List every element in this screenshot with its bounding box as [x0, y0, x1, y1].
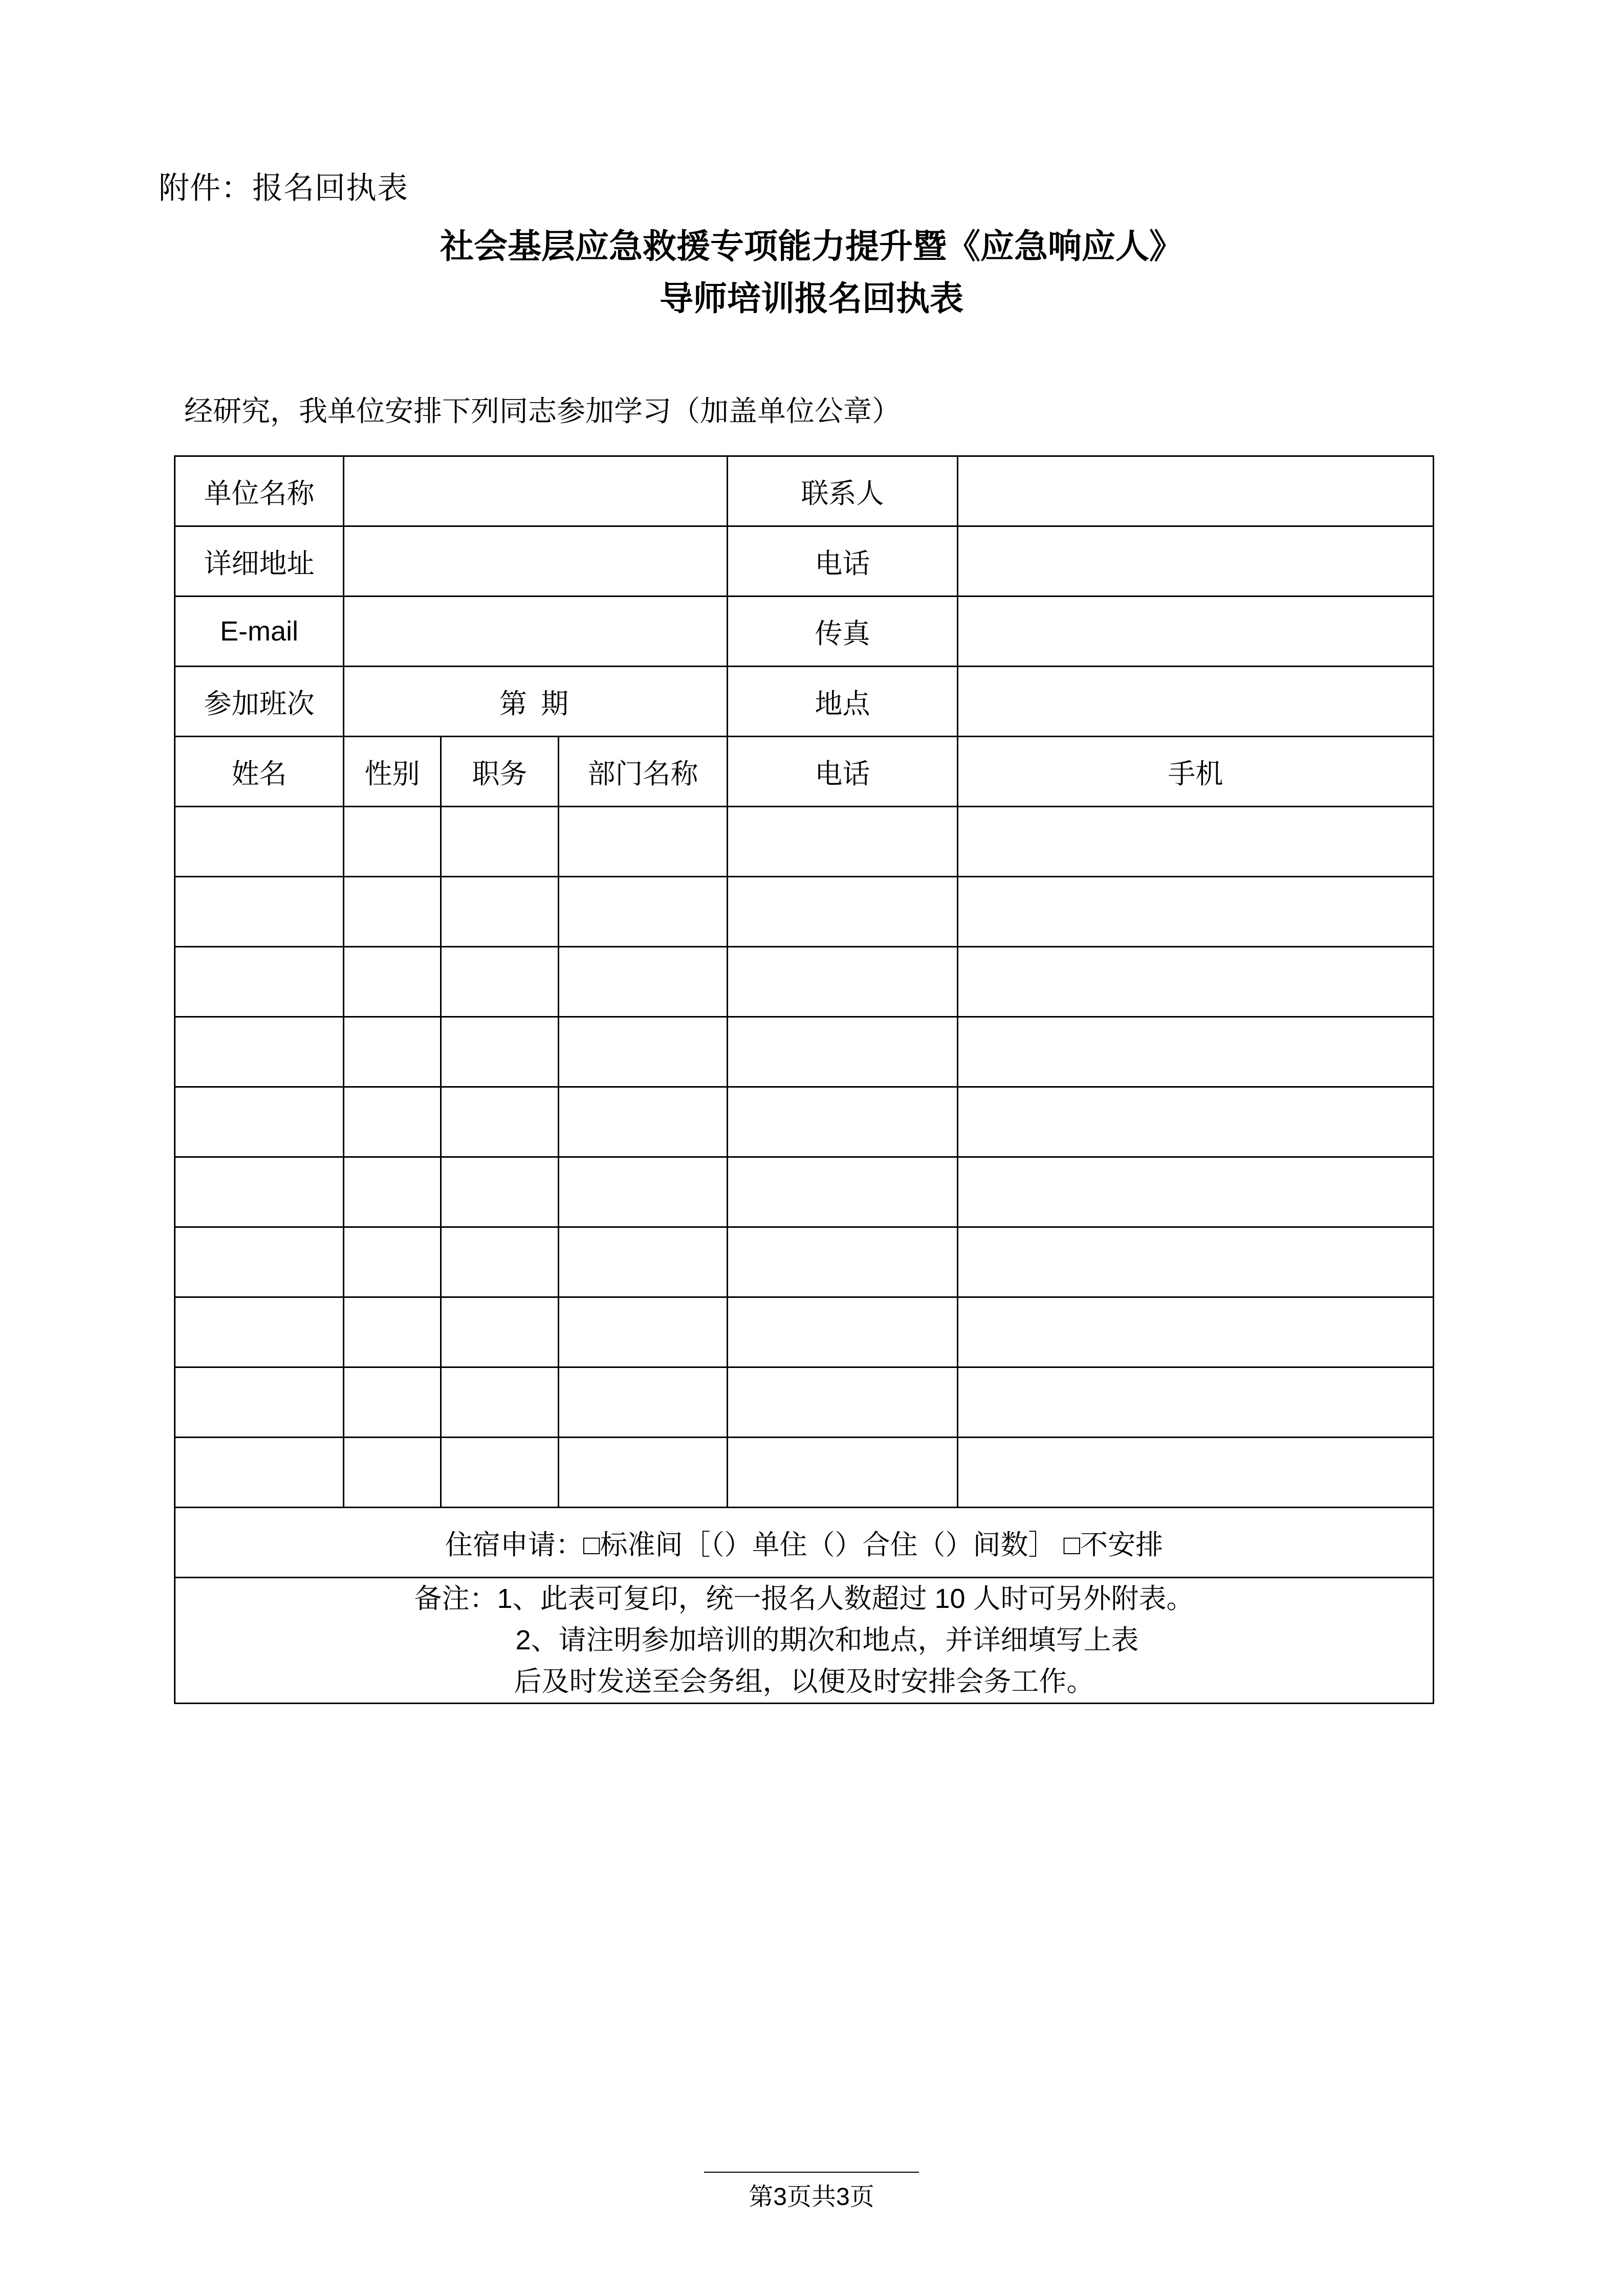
roster-cell-mobile[interactable]: [958, 1438, 1434, 1508]
place-label: 地点: [728, 667, 958, 737]
roster-cell-mobile[interactable]: [958, 807, 1434, 877]
email-input[interactable]: [344, 597, 728, 667]
title-line-1: 社会基层应急救援专项能力提升暨《应急响应人》: [440, 227, 1183, 265]
roster-cell-phone[interactable]: [728, 1438, 958, 1508]
table-row: [175, 1087, 1434, 1157]
roster-cell-department[interactable]: [559, 1227, 728, 1297]
roster-cell-mobile[interactable]: [958, 1157, 1434, 1227]
lodging-row: [175, 1508, 1434, 1578]
roster-cell-gender[interactable]: [344, 947, 441, 1017]
roster-cell-gender[interactable]: [344, 877, 441, 947]
title-line-2: 导师培训报名回执表: [660, 279, 963, 318]
roster-cell-phone[interactable]: [728, 1017, 958, 1087]
remark-line-1: 1、此表可复印，统一报名人数超过 10 人时可另外附表。: [497, 1583, 1194, 1614]
roster-cell-phone[interactable]: [728, 1087, 958, 1157]
roster-cell-name[interactable]: [175, 1087, 344, 1157]
roster-cell-gender[interactable]: [344, 1227, 441, 1297]
intro-text: 经研究，我单位安排下列同志参加学习（加盖单位公章）: [184, 395, 901, 427]
roster-cell-department[interactable]: [559, 807, 728, 877]
roster-cell-department[interactable]: [559, 1297, 728, 1367]
address-label: 详细地址: [175, 526, 344, 597]
roster-cell-name[interactable]: [175, 877, 344, 947]
roster-cell-mobile[interactable]: [958, 1227, 1434, 1297]
roster-cell-name[interactable]: [175, 1157, 344, 1227]
roster-cell-mobile[interactable]: [958, 1087, 1434, 1157]
footer-divider: [704, 2172, 919, 2173]
roster-cell-name[interactable]: [175, 807, 344, 877]
roster-cell-title[interactable]: [441, 1297, 559, 1367]
remark-label: 备注：: [414, 1583, 497, 1614]
roster-cell-mobile[interactable]: [958, 1367, 1434, 1438]
remark-line-3: 后及时发送至会务组，以便及时安排会务工作。: [514, 1666, 1094, 1697]
page-number: 第3页共3页: [749, 2183, 874, 2211]
roster-cell-title[interactable]: [441, 947, 559, 1017]
roster-cell-title[interactable]: [441, 1157, 559, 1227]
contact-input[interactable]: [958, 456, 1434, 526]
roster-cell-department[interactable]: [559, 1157, 728, 1227]
roster-cell-department[interactable]: [559, 1367, 728, 1438]
class-term-input[interactable]: 第 期: [344, 667, 728, 737]
fax-input[interactable]: [958, 597, 1434, 667]
roster-cell-department[interactable]: [559, 877, 728, 947]
email-label: E-mail: [175, 597, 344, 667]
page-title: [0, 220, 1623, 325]
table-row: [175, 1157, 1434, 1227]
phone-input[interactable]: [958, 526, 1434, 597]
remark-block: [175, 1578, 1434, 1704]
registration-form-table: [174, 455, 1434, 1704]
roster-cell-phone[interactable]: [728, 947, 958, 1017]
table-row: [175, 1367, 1434, 1438]
lodging-request[interactable]: 住宿申请：□标准间［（）单住（）合住（）间数］ □不安排: [175, 1508, 1434, 1578]
table-row: [175, 1297, 1434, 1367]
roster-cell-gender[interactable]: [344, 1297, 441, 1367]
roster-cell-gender[interactable]: [344, 1017, 441, 1087]
roster-header-name: 姓名: [175, 737, 344, 807]
table-row: [175, 947, 1434, 1017]
roster-cell-mobile[interactable]: [958, 947, 1434, 1017]
roster-cell-gender[interactable]: [344, 807, 441, 877]
roster-cell-phone[interactable]: [728, 1157, 958, 1227]
roster-cell-phone[interactable]: [728, 1227, 958, 1297]
roster-cell-name[interactable]: [175, 1367, 344, 1438]
roster-cell-mobile[interactable]: [958, 1297, 1434, 1367]
roster-cell-gender[interactable]: [344, 1157, 441, 1227]
roster-cell-name[interactable]: [175, 1227, 344, 1297]
roster-cell-title[interactable]: [441, 1017, 559, 1087]
phone-label: 电话: [728, 526, 958, 597]
table-row: [175, 807, 1434, 877]
remark-line-2: 2、请注明参加培训的期次和地点，并详细填写上表: [515, 1625, 1139, 1655]
roster-header-title: 职务: [441, 737, 559, 807]
table-row: [175, 1227, 1434, 1297]
roster-cell-gender[interactable]: [344, 1367, 441, 1438]
roster-cell-title[interactable]: [441, 877, 559, 947]
class-label: 参加班次: [175, 667, 344, 737]
roster-cell-phone[interactable]: [728, 807, 958, 877]
roster-cell-title[interactable]: [441, 807, 559, 877]
table-row: [175, 1438, 1434, 1508]
roster-cell-mobile[interactable]: [958, 877, 1434, 947]
table-row-class: [175, 667, 1434, 737]
roster-cell-mobile[interactable]: [958, 1017, 1434, 1087]
roster-cell-name[interactable]: [175, 947, 344, 1017]
roster-cell-title[interactable]: [441, 1087, 559, 1157]
roster-cell-name[interactable]: [175, 1297, 344, 1367]
table-row: [175, 1017, 1434, 1087]
unit-name-input[interactable]: [344, 456, 728, 526]
contact-label: 联系人: [728, 456, 958, 526]
roster-header-row: [175, 737, 1434, 807]
roster-cell-title[interactable]: [441, 1438, 559, 1508]
roster-header-gender: 性别: [344, 737, 441, 807]
address-input[interactable]: [344, 526, 728, 597]
roster-cell-gender[interactable]: [344, 1438, 441, 1508]
table-row-email: [175, 597, 1434, 667]
roster-header-department: 部门名称: [559, 737, 728, 807]
roster-cell-title[interactable]: [441, 1227, 559, 1297]
roster-cell-title[interactable]: [441, 1367, 559, 1438]
attachment-label: 附件：报名回执表: [159, 171, 408, 205]
roster-cell-phone[interactable]: [728, 877, 958, 947]
roster-cell-gender[interactable]: [344, 1087, 441, 1157]
roster-cell-department[interactable]: [559, 1017, 728, 1087]
unit-name-label: 单位名称: [175, 456, 344, 526]
roster-header-phone: 电话: [728, 737, 958, 807]
roster-cell-name[interactable]: [175, 1438, 344, 1508]
roster-cell-department[interactable]: [559, 947, 728, 1017]
remark-row: [175, 1578, 1434, 1704]
page-footer: [0, 2172, 1623, 2212]
table-row-unit-name: [175, 456, 1434, 526]
roster-cell-phone[interactable]: [728, 1367, 958, 1438]
roster-cell-department[interactable]: [559, 1087, 728, 1157]
roster-header-mobile: 手机: [958, 737, 1434, 807]
fax-label: 传真: [728, 597, 958, 667]
table-row-address: [175, 526, 1434, 597]
roster-cell-phone[interactable]: [728, 1297, 958, 1367]
table-row: [175, 877, 1434, 947]
place-input[interactable]: [958, 667, 1434, 737]
roster-cell-department[interactable]: [559, 1438, 728, 1508]
roster-cell-name[interactable]: [175, 1017, 344, 1087]
